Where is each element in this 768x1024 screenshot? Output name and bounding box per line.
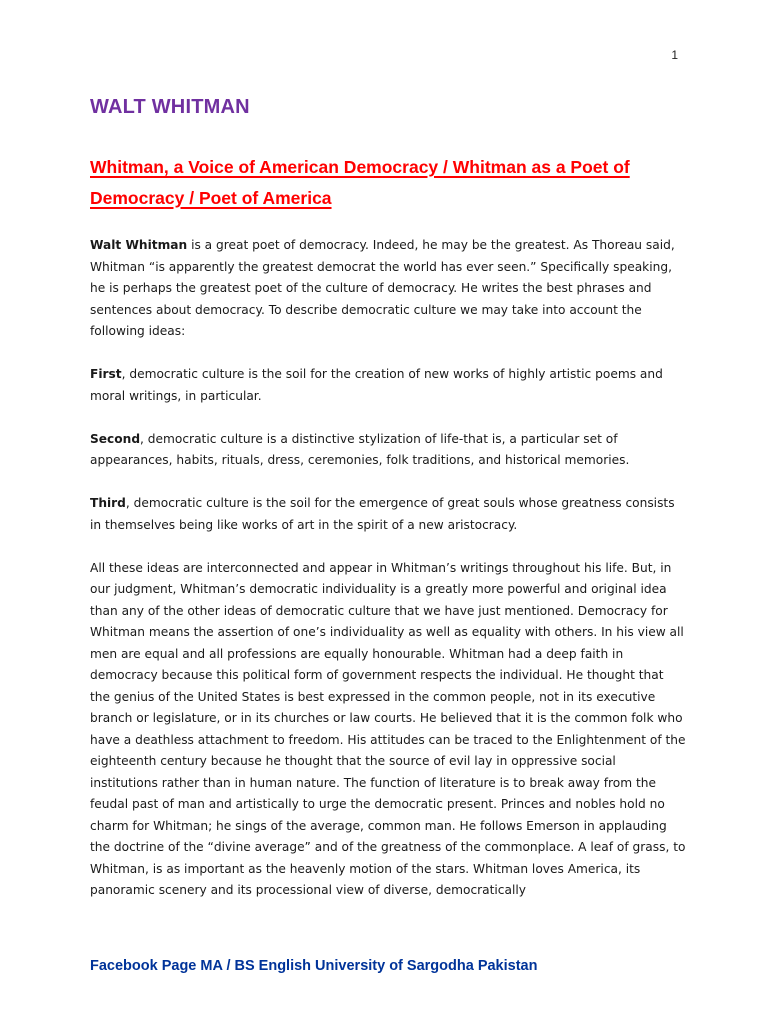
paragraph-text: All these ideas are interconnected and appear in Whitman’s writings throughout his life. But, in our judgment, Whitman’s democratic individuality is a greatly more powerful and original idea than any of the other ideas of democratic culture that we have just mentioned. Democracy for Whitman means the assertion of one’s individuality as well as equality with others. In his view all men are equal and all professions are equally honourable. Whitman had a deep faith in democracy because this political form of government respects the individual. He thought that the genius of the United States is best expressed in the common people, not in its executive branch or legislature, or in its churches or law courts. He believed that it is the common folk who have a deathless attachment to freedom. His attitudes can be traced to the Enlightenment of the eighteenth century because he thought that the source of evil lay in oppressive social institutions rather than in human nature. The function of literature is to break away from the feudal past of man and artistically to urge the democratic present. Princes and nobles hold no charm for Whitman; he sings of the average, common man. He follows Emerson in applauding the doctrine of the “divine average” and of the greatness of the commonplace. A leaf of grass, to Whitman, is as important as the heavenly motion of the stars. Whitman loves America, its panoramic scenery and its processional view of diverse, democratically [90, 560, 686, 897]
page-number: 1 [671, 48, 678, 62]
paragraph-second [90, 429, 686, 472]
paragraph-lead: Third [90, 496, 126, 510]
paragraph-first [90, 364, 686, 407]
body-text [90, 235, 686, 923]
paragraph-main [90, 558, 686, 902]
paragraph-lead: Second [90, 431, 141, 446]
paragraph-text: , democratic culture is the soil for the emergence of great souls whose greatness consists in themselves being like works of art in the spirit of a new aristocracy. [90, 496, 675, 532]
section-heading-text: Whitman, a Voice of American Democracy / Whitman as a Poet of Democracy / Poet of America [90, 157, 630, 208]
page-footer: Facebook Page MA / BS English University of Sargodha Pakistan [90, 958, 538, 974]
paragraph-third [90, 493, 686, 536]
section-heading [90, 152, 690, 214]
paragraph-text: is a great poet of democracy. Indeed, he may be the greatest. As Thoreau said, Whitman “is apparently the greatest democrat the world has ever seen.” Specifically speaking, he is perhaps the greatest poet of the culture of democracy. He writes the best phrases and sentences about democracy. To describe democratic culture we may take into account the following ideas: [90, 238, 675, 338]
paragraph-lead: Walt Whitman [90, 238, 188, 252]
document-title: WALT WHITMAN [90, 96, 250, 118]
paragraph-text: , democratic culture is the soil for the creation of new works of highly artistic poems and moral writings, in particular. [90, 367, 663, 403]
paragraph-text: , democratic culture is a distinctive stylization of life-that is, a particular set of appearances, habits, rituals, dress, ceremonies, folk traditions, and historical memories. [90, 431, 630, 467]
paragraph-lead: First [90, 367, 122, 381]
paragraph-intro [90, 235, 686, 343]
